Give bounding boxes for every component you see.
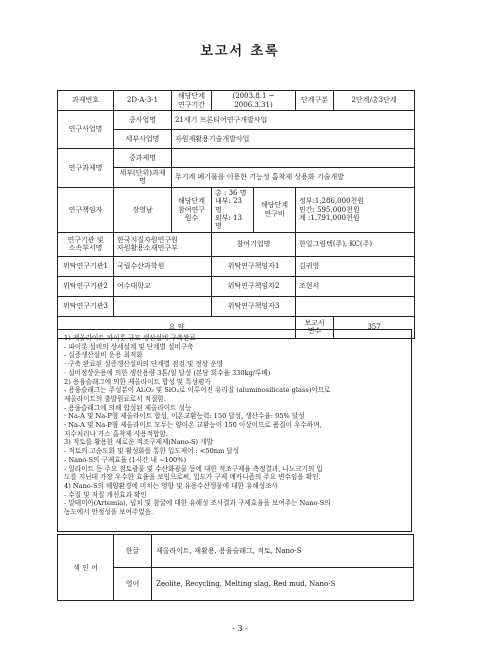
company-value: 한일그림텍(주), KC(주) — [296, 232, 415, 256]
big-task-value — [172, 149, 415, 168]
summary-line: 농도에서 안정성을 보여주었음. — [64, 508, 154, 517]
pages-label: 보고서 면수 — [296, 316, 334, 338]
summary-line: · 구축 완료된 실증생산설비의 단계별 점검 및 정상 운영 — [64, 360, 223, 369]
stage-value: 2단계/총3단계 — [334, 91, 415, 111]
summary-line: - 일라이트 등 주요 점토광물 및 수산화광물 등에 대한 적조구제율 측정결과, 나노크기의 입 — [64, 464, 323, 473]
org-value: 한국지질자원연구원 자원활용소재연구부 — [114, 232, 212, 256]
summary-line: 2) 용융슬래그에 의한 제올라이트 합성 및 특성평가 — [64, 377, 211, 386]
contract-pi2-label: 위탁연구책임자2 — [212, 276, 296, 296]
pi-label: 연구책임자 — [58, 187, 114, 232]
summary-line: · Na-A 및 Na-P형 제올라이트 모두는 양이온 교환능이 150 이상이므로 품질이 우수하며, — [64, 421, 322, 430]
summary-line: 4) Nano-S의 해양환경에 미치는 영향 및 유용수산생물에 대한 유해성조사 — [64, 481, 278, 490]
detail-task-value: 무기계 폐기물을 이용한 기능성 흡착제 상용화 기술개발 — [172, 168, 415, 188]
contract3-label: 위탁연구기관3 — [58, 296, 114, 316]
summary-line: 도를 지닌데 가장 우수한 효율을 보임으로써, 입도가 구제 메카니즘의 주요 변수임을 확인. — [64, 473, 321, 482]
budget-label: 해당단계 연구비 — [254, 187, 296, 232]
period-value: (2003.8.1 ~ 2006.3.31) — [212, 91, 296, 111]
mid-project-label: 중사업명 — [114, 111, 172, 130]
english-keywords-label: 영어 — [114, 568, 152, 601]
summary-line: - 용융슬래그에 의해 합성된 제올라이트 성능 — [64, 403, 192, 412]
sub-project-label: 세부사업명 — [114, 130, 172, 149]
contract-pi1-value: 김귀영 — [296, 256, 415, 276]
korean-keywords-value: 제올라이트, 재활용, 용융슬래그, 적토, Nano-S — [152, 535, 414, 568]
report-title: 보고서 초록 — [200, 44, 280, 59]
page-number: - 3 - — [232, 624, 248, 633]
big-task-label: 중과제명 — [114, 149, 172, 168]
period-label: 해당단계 연구기간 — [172, 91, 212, 111]
summary-line: 저수처리나 가스 흡착제 사용적합함. — [64, 429, 168, 438]
researchers-label: 해당단계 참여연구원수 — [172, 187, 212, 232]
summary-line: 제올라이트의 출발원료로서 적절함. — [64, 394, 166, 403]
summary-line: 1) 제올라이트 파이롯 규모 생산설비 구축완료 — [64, 334, 196, 342]
contract-pi3-value — [296, 296, 415, 316]
summary-body — [57, 329, 412, 532]
contract-pi1-label: 위탁연구책임자1 — [212, 256, 296, 276]
contract1-value: 국립수산과학원 — [114, 256, 212, 276]
summary-line: - 용융슬래그는 주성분이 Al₂O₃ 및 SiO₂로 이루어진 유리질 (aluminosilicate glass)이므로 — [64, 386, 331, 395]
pages-value: 357 — [334, 316, 415, 338]
mid-project-value: 21세기 프론티어연구개발사업 — [172, 111, 415, 130]
pi-name: 장영남 — [114, 187, 172, 232]
summary-line: - 알테미아(Artemia), 넙치 및 참굴에 대한 유해성 조사결과 구제효율을 보여주는 Nano-S의 — [64, 499, 331, 508]
keywords-table — [57, 534, 414, 601]
org-label: 연구기관 및 소속부서명 — [58, 232, 114, 256]
sub-project-value: 자원재활용기술개발사업 — [172, 130, 415, 149]
budget-value: 정부:1,286,000천원 민간: 595,000천원 계 :1,791,000천원 — [296, 187, 415, 232]
project-label: 연구사업명 — [58, 111, 114, 149]
summary-line: · Na-A 및 Na-P형 제올라이트 합성, 이온교환능력: 150 달성, 생산수율: 95% 달성 — [64, 412, 305, 421]
researchers-value: 총 : 36 명 내부: 23 명 외부: 13 명 — [212, 187, 254, 232]
contract3-value — [114, 296, 212, 316]
korean-keywords-label: 한글 — [114, 535, 152, 568]
contract1-label: 위탁연구기관1 — [58, 256, 114, 276]
contract2-label: 위탁연구기관2 — [58, 276, 114, 296]
report-info-table — [57, 90, 415, 339]
summary-line: - 적토의 고순도화 및 활성화를 통한 입도제어 : <50nm 달성 — [64, 447, 240, 456]
contract-pi2-value: 조현서 — [296, 276, 415, 296]
contract2-value: 여수대학교 — [114, 276, 212, 296]
summary-line: - 실증생산설비 운용 최적화 — [64, 351, 143, 360]
task-name-label: 연구과제명 — [58, 149, 114, 188]
summary-line: - 파이롯 설비의 상세설계 및 단계별 설비구축 — [64, 342, 194, 351]
detail-task-label: 세부(단위)과제명 — [114, 168, 172, 188]
stage-label: 단계구분 — [296, 91, 334, 111]
summary-line: - Nano-S의 구제효율 (1시간 내 ~100%) — [64, 455, 187, 464]
summary-line: - 수질 및 저질 개선효과 확인 — [64, 490, 147, 499]
contract-pi3-label: 위탁연구책임자3 — [212, 296, 296, 316]
summary-line: · 설비정상운용에 의한 생산용량 3톤/일 달성 (본당 회수율 330kg/루베) — [64, 368, 271, 377]
keywords-label: 색 인 어 — [58, 535, 114, 601]
task-no-value: 2D-A-3-1 — [114, 91, 172, 111]
task-no-label: 과제번호 — [58, 91, 114, 111]
company-label: 참여기업명 — [212, 232, 296, 256]
english-keywords-value: Zeolite, Recycling, Melting slag, Red mud, Nano-S — [152, 568, 414, 601]
summary-header: 요 약 — [58, 316, 296, 338]
summary-line: 3) 적토를 활용한 새로운 적조구제제(Nano-S) 개발 — [64, 438, 213, 447]
